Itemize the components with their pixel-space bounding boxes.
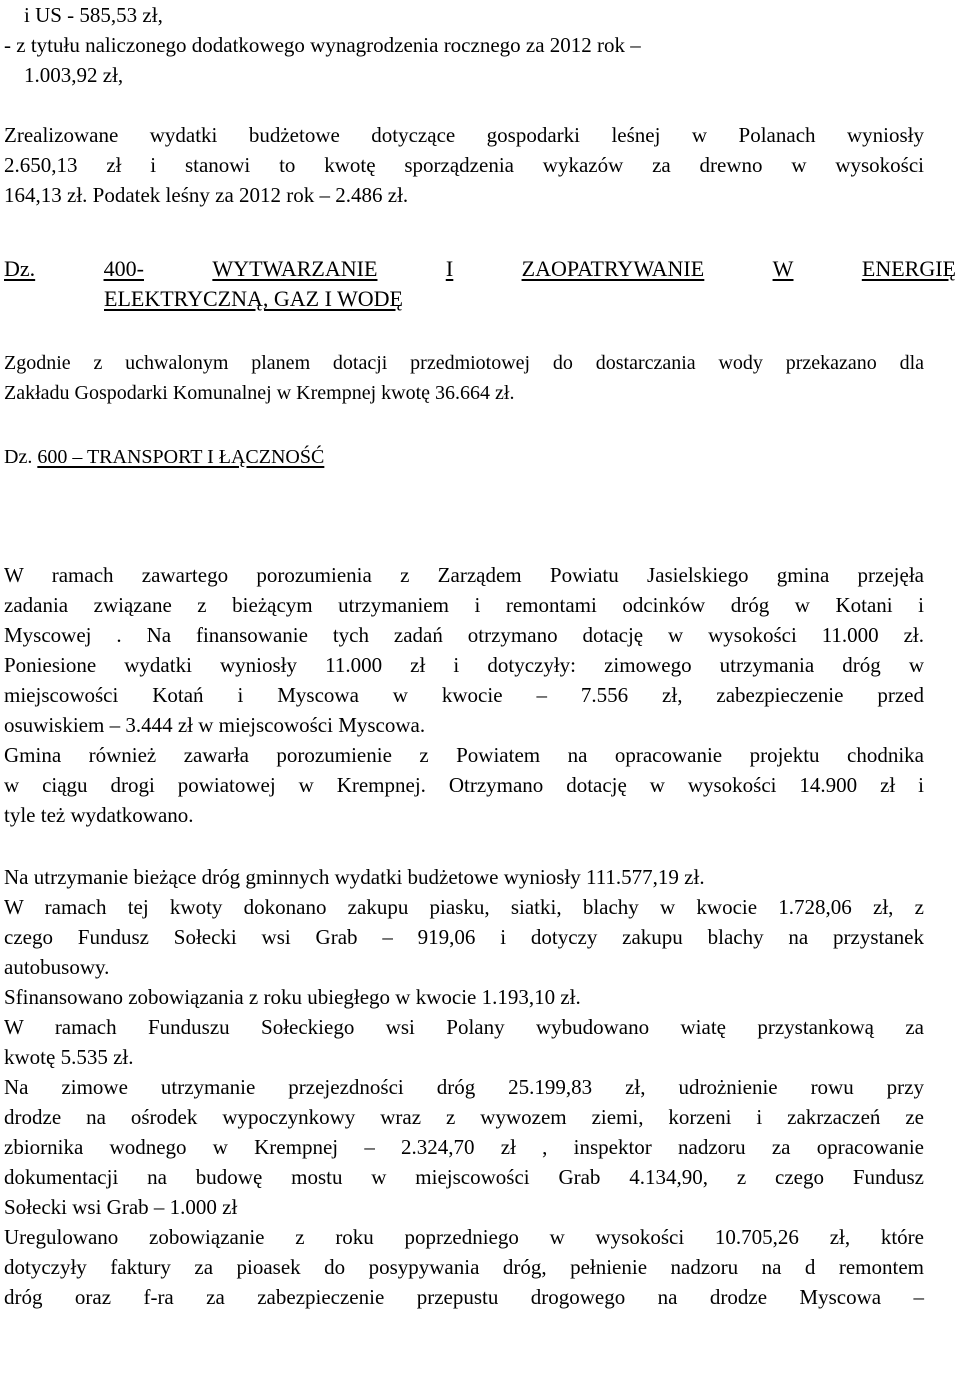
text-line: Uregulowano zobowiązanie z roku poprzedniego w wysokości 10.705,26 zł, które <box>4 1225 924 1249</box>
text-line: - z tytułu naliczonego dodatkowego wynagrodzenia rocznego za 2012 rok – <box>4 33 641 57</box>
text-line: W ramach tej kwoty dokonano zakupu piasku, siatki, blachy w kwocie 1.728,06 zł, z <box>4 895 924 919</box>
section-400-title-continued: ELEKTRYCZNĄ, GAZ I WODĘ <box>104 286 403 311</box>
section-600-title: 600 – TRANSPORT I ŁĄCZNOŚĆ <box>37 446 325 468</box>
section-400-heading-line2 <box>4 284 924 314</box>
section-600-paragraph <box>4 560 924 830</box>
text-line: 2.650,13 zł i stanowi to kwotę sporządzenia wykazów za drewno w wysokości <box>4 153 924 177</box>
text-line: Na utrzymanie bieżące dróg gminnych wydatki budżetowe wyniosły 111.577,19 zł. <box>4 865 705 889</box>
text-line: miejscowości Kotań i Myscowa w kwocie – 7.556 zł, zabezpieczenie przed <box>4 683 924 707</box>
text-line: zbiornika wodnego w Krempnej – 2.324,70 zł , inspektor nadzoru za opracowanie <box>4 1135 924 1159</box>
text-line: Zgodnie z uchwalonym planem dotacji przedmiotowej do dostarczania wody przekazano dla <box>4 352 924 374</box>
text-line: w ciągu drogi powiatowej w Krempnej. Otrzymano dotację w wysokości 14.900 zł i <box>4 773 924 797</box>
text-line: Sołecki wsi Grab – 1.000 zł <box>4 1195 238 1219</box>
text-line: dotyczyły faktury za pioasek do posypywania dróg, pełnienie nadzoru na d remontem <box>4 1255 924 1279</box>
section-600-paragraph-2 <box>4 862 924 1312</box>
text-line: i US - 585,53 zł, <box>24 3 163 27</box>
text-line: Zakładu Gospodarki Komunalnej w Krempnej kwotę 36.664 zł. <box>4 382 515 404</box>
text-line: W ramach Funduszu Sołeckiego wsi Polany wybudowano wiatę przystankową za <box>4 1015 924 1039</box>
section-400-word: ZAOPATRYWANIE <box>521 256 705 281</box>
text-line: Poniesione wydatki wyniosły 11.000 zł i dotyczyły: zimowego utrzymania dróg w <box>4 653 924 677</box>
text-line: czego Fundusz Sołecki wsi Grab – 919,06 i dotyczy zakupu blachy na przystanek <box>4 925 924 949</box>
text-line: 164,13 zł. Podatek leśny za 2012 rok – 2.486 zł. <box>4 183 409 207</box>
text-line: zadania związane z bieżącym utrzymaniem i remontami odcinków dróg w Kotani i <box>4 593 924 617</box>
section-400-word: 400- <box>103 256 144 281</box>
text-line: tyle też wydatkowano. <box>4 803 194 827</box>
section-400-heading <box>4 254 956 284</box>
text-line: 1.003,92 zł, <box>24 63 124 87</box>
text-line: dróg oraz f-ra za zabezpieczenie przepustu drogowego na drodze Myscowa – <box>4 1285 924 1309</box>
text-line: Na zimowe utrzymanie przejezdności dróg 25.199,83 zł, udrożnienie rowu przy <box>4 1075 924 1099</box>
section-600-heading <box>4 442 924 472</box>
text-line: kwotę 5.535 zł. <box>4 1045 134 1069</box>
text-line: Myscowej . Na finansowanie tych zadań otrzymano dotację w wysokości 11.000 zł. <box>4 623 924 647</box>
text-line: drodze na ośrodek wypoczynkowy wraz z wywozem ziemi, korzeni i zakrzaczeń ze <box>4 1105 924 1129</box>
text-line: autobusowy. <box>4 955 110 979</box>
text-line: Gmina również zawarła porozumienie z Powiatem na opracowanie projektu chodnika <box>4 743 924 767</box>
spacer <box>4 90 924 120</box>
section-600-dz: Dz. <box>4 446 33 468</box>
section-400-dz: Dz. <box>4 256 36 281</box>
text-line: dokumentacji na budowę mostu w miejscowości Grab 4.134,90, z czego Fundusz <box>4 1165 924 1189</box>
section-400-word: ENERGIĘ <box>861 256 956 281</box>
text-line: osuwiskiem – 3.444 zł w miejscowości Myscowa. <box>4 713 426 737</box>
document-page <box>4 0 956 1312</box>
spacer <box>4 210 924 240</box>
text-line: Zrealizowane wydatki budżetowe dotyczące gospodarki leśnej w Polanach wyniosły <box>4 123 924 147</box>
text-line: W ramach zawartego porozumienia z Zarządem Powiatu Jasielskiego gmina przejęła <box>4 563 924 587</box>
section-400-word: I <box>445 256 454 281</box>
spacer <box>4 830 924 862</box>
spacer <box>4 314 924 348</box>
section-400-word: WYTWARZANIE <box>212 256 378 281</box>
text-line: Sfinansowano zobowiązania z roku ubiegłego w kwocie 1.193,10 zł. <box>4 985 581 1009</box>
spacer <box>4 472 924 560</box>
spacer <box>4 408 924 442</box>
section-400-word: W <box>772 256 794 281</box>
